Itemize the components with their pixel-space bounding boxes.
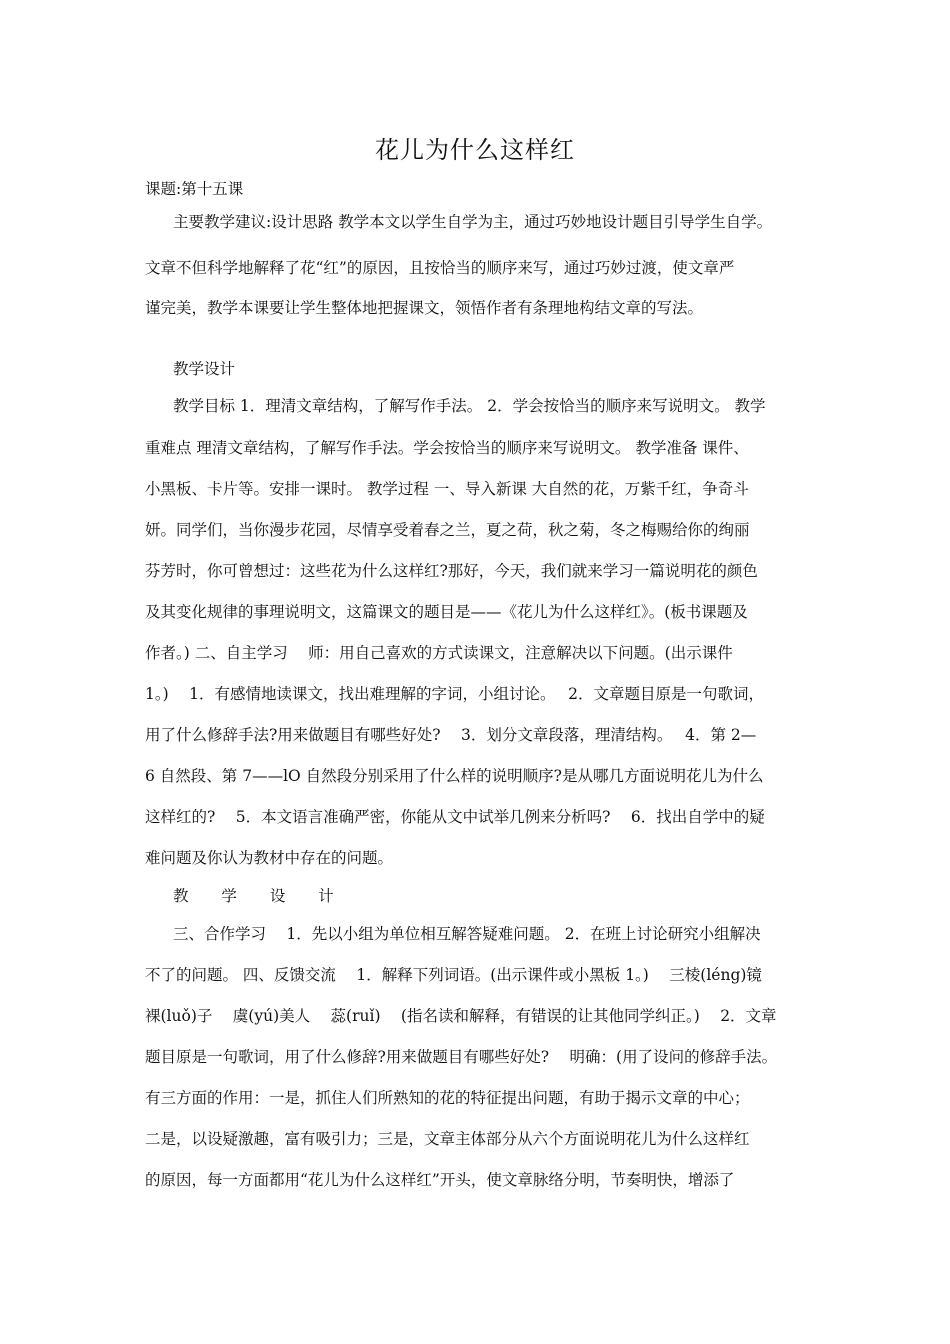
paragraph-line: 有三方面的作用：一是，抓住人们所熟知的花的特征提出问题，有助于揭示文章的中心； bbox=[145, 1089, 750, 1107]
paragraph-line: 妍。同学们，当你漫步花园，尽情享受着春之兰，夏之荷，秋之菊，冬之梅赐给你的绚丽 bbox=[145, 521, 750, 539]
paragraph-line: 及其变化规律的事理说明文，这篇课文的题目是——《花儿为什么这样红》。(板书课题及 bbox=[145, 603, 748, 621]
paragraph-line: 题目原是一句歌词，用了什么修辞?用来做题目有哪些好处? 明确：(用了设问的修辞手法。 bbox=[145, 1048, 778, 1066]
section-heading: 教学设计 bbox=[173, 360, 236, 378]
paragraph-line: 小黑板、卡片等。安排一课时。 教学过程 一、导入新课 大自然的花，万紫千红，争奇斗 bbox=[145, 480, 749, 498]
paragraph-line: 芬芳时，你可曾想过：这些花为什么这样红?那好，今天，我们就来学习一篇说明花的颜色 bbox=[145, 562, 758, 580]
paragraph-line: 这样红的? 5．本文语言准确严密，你能从文中试举几例来分析吗? 6．找出自学中的疑 bbox=[145, 808, 765, 826]
paragraph-line: 二是，以设疑激趣，富有吸引力；三是，文章主体部分从六个方面说明花儿为什么这样红 bbox=[145, 1130, 750, 1148]
paragraph-line: 作者。) 二、自主学习 师：用自己喜欢的方式读课文，注意解决以下问题。(出示课件 bbox=[145, 644, 733, 662]
paragraph-line: 主要教学建议:设计思路 教学本文以学生自学为主，通过巧妙地设计题目引导学生自学。 bbox=[173, 213, 773, 231]
section-heading: 教 学 设 计 bbox=[173, 887, 334, 905]
paragraph-line: 裸(luǒ)子 虞(yú)美人 蕊(ruǐ) (指名读和解释，有错误的让其他同学纠正。) 2．文章 bbox=[145, 1007, 777, 1025]
paragraph-line: 1。) 1．有感情地读课文，找出难理解的字词，小组讨论。 2．文章题目原是一句歌词， bbox=[145, 685, 764, 703]
paragraph-line: 谨完美，教学本课要让学生整体地把握课文，领悟作者有条理地构结文章的写法。 bbox=[145, 299, 704, 317]
paragraph-line: 6 自然段、第 7——lO 自然段分别采用了什么样的说明顺序?是从哪几方面说明花儿为什么 bbox=[145, 767, 764, 785]
paragraph-line: 文章不但科学地解释了花“红”的原因，且按恰当的顺序来写，通过巧妙过渡，使文章严 bbox=[145, 259, 735, 277]
document-title: 花儿为什么这样红 bbox=[375, 136, 575, 164]
paragraph-line: 的原因，每一方面都用“花儿为什么这样红”开头，使文章脉络分明，节奏明快，增添了 bbox=[145, 1171, 735, 1189]
paragraph-line: 不了的问题。 四、反馈交流 1．解释下列词语。(出示课件或小黑板 1。) 三棱(léng)镜 bbox=[145, 966, 762, 984]
paragraph-line: 三、合作学习 1．先以小组为单位相互解答疑难问题。 2．在班上讨论研究小组解决 bbox=[173, 925, 761, 943]
paragraph-line: 重难点 理清文章结构，了解写作手法。学会按恰当的顺序来写说明文。 教学准备 课件、 bbox=[145, 439, 749, 457]
paragraph-line: 难问题及你认为教材中存在的问题。 bbox=[145, 849, 394, 867]
paragraph-line: 用了什么修辞手法?用来做题目有哪些好处? 3．划分文章段落，理清结构。 4．第 2— bbox=[145, 726, 757, 744]
lesson-label: 课题:第十五课 bbox=[145, 180, 244, 198]
paragraph-line: 教学目标 1．理清文章结构，了解写作手法。 2．学会按恰当的顺序来写说明文。 教学 bbox=[173, 397, 766, 415]
